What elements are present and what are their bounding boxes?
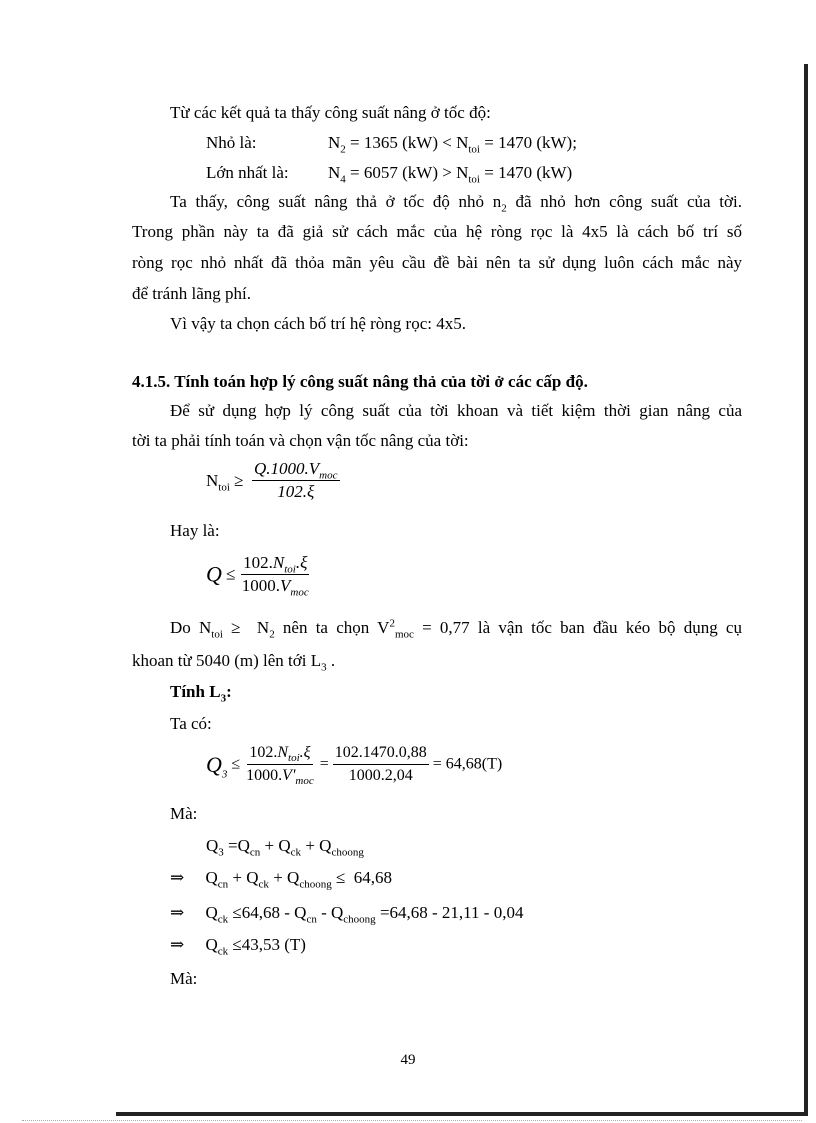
text-line: Hay là:: [170, 521, 220, 540]
text-line: Nhỏ là: $N_2 = 1365$ $(kW) < N_{toi} = 1470$ (kW);: [206, 133, 577, 156]
text-line: Lớn nhất là: $N_4 = 6057$ $(kW) > N_{toi} = 1470$ (kW): [206, 163, 573, 186]
text-line: ròng rọc nhỏ nhất đã thỏa mãn yêu cầu đề bài nên ta sử dụng luôn cách mắc này: [132, 253, 742, 272]
relation-line: ⇒ $Q_{ck} \le 64,68 - Q_{cn} - Q_{choong} =64,68 - 21,11 - 0,04$: [170, 903, 524, 926]
relation-line: $Q_3 =Q_{cn} + Q_{ck} + Q_{choong}$: [206, 836, 364, 859]
dotted-footer-line: [22, 1120, 802, 1121]
text-line: Ta thấy, công suất nâng thả ở tốc độ nhỏ $n_2$ đã nhỏ hơn công suất của tời.: [170, 192, 742, 215]
text-line: Trong phần này ta đã giả sử cách mắc của hệ ròng rọc là 4x5 là cách bố trí số: [132, 222, 742, 241]
text-line: để tránh lãng phí.: [132, 284, 251, 303]
text-line: Mà:: [170, 969, 198, 988]
text-line: Để sử dụng hợp lý công suất của tời khoan và tiết kiệm thời gian nâng của: [170, 401, 742, 420]
text-line: Vì vậy ta chọn cách bố trí hệ ròng rọc: 4x5.: [170, 314, 466, 333]
text-line: Từ các kết quả ta thấy công suất nâng ở tốc độ:: [170, 103, 491, 122]
text-line: Mà:: [170, 804, 198, 823]
relation-line: ⇒ $Q_{cn} + Q_{ck} + Q_{choong} \le 64,68$: [170, 868, 393, 891]
equation-1: $N_{toi}$ ≥ $\frac{Q.1000.V_{moc}}{102.\xi}$: [206, 459, 338, 501]
subheading: Tính $L_3$:: [170, 682, 232, 705]
relation-line: ⇒ $Q_{ck} \le 43,53$ (T): [170, 935, 306, 958]
page-number: 49: [400, 1052, 416, 1068]
text-line: Ta có:: [170, 714, 212, 733]
section-heading: 4.1.5. Tính toán hợp lý công suất nâng thả của tời ở các cấp độ.: [132, 372, 588, 391]
text-line: Do $N_{toi} \ge N_2$ nên ta chọn $V^2_{moc} = 0,77$ là vận tốc ban đầu kéo bộ dụng cụ: [170, 617, 742, 641]
equation-3: $Q_3$ ≤ $\frac{102.N_{toi}.\xi}{1000.V'_{moc}}$ = $\frac{102.1470.0,88}{1000.2,04}$ = 64,68(T): [206, 744, 503, 788]
text-line: tời ta phải tính toán và chọn vận tốc nâng của tời:: [132, 431, 469, 450]
text-line: khoan từ 5040 (m) lên tới $L_3$ .: [132, 651, 336, 674]
equation-2: Q ≤ $\frac{102.N_{toi}.\xi}{1000.V_{moc}}$: [206, 553, 309, 599]
